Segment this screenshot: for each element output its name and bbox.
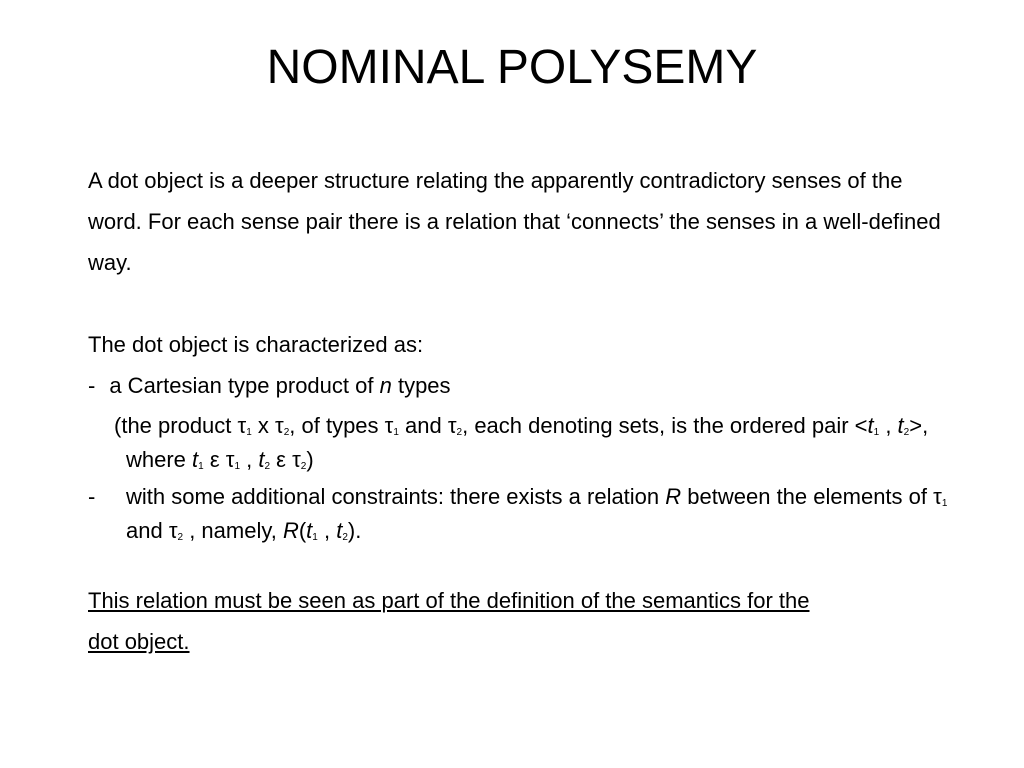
paragraph-characterized-intro: The dot object is characterized as: <box>88 332 424 357</box>
paragraph-dot-object-definition: A dot object is a deeper structure relating the apparently contradictory senses of the word. For each sense pair there is a relation that ‘connects’ the senses in a well-defined way. <box>88 168 941 275</box>
spacer <box>88 283 948 324</box>
slide-body <box>88 160 948 662</box>
paragraph-dot-object-end: dot object. <box>88 629 190 654</box>
slide-title: NOMINAL POLYSEMY <box>266 41 758 94</box>
bullet-cartesian-product: - a Cartesian type product of n types <box>88 373 451 398</box>
spacer <box>88 551 948 581</box>
bullet-dash: - <box>88 373 96 398</box>
paragraph-relation-definition: This relation must be seen as part of the definition of the semantics for the <box>88 588 810 613</box>
bullet-dash: - <box>88 484 96 509</box>
product-definition-line: (the product $\tau_1$ x $\tau_2$, of types $\tau_1$ and $\tau_2$, each denoting sets, is the ordered pair $<t_1$ , $t_2>$, where $t_1$ ε $\tau_1$ , $t_2$ ε $\tau_2$) <box>114 413 929 472</box>
bullet-additional-constraints: - with some additional constraints: there exists a relation R between the elements of $\tau_1$ and $\tau_2$ , namely, $R(t_1$ , $t_2$). <box>88 480 948 548</box>
